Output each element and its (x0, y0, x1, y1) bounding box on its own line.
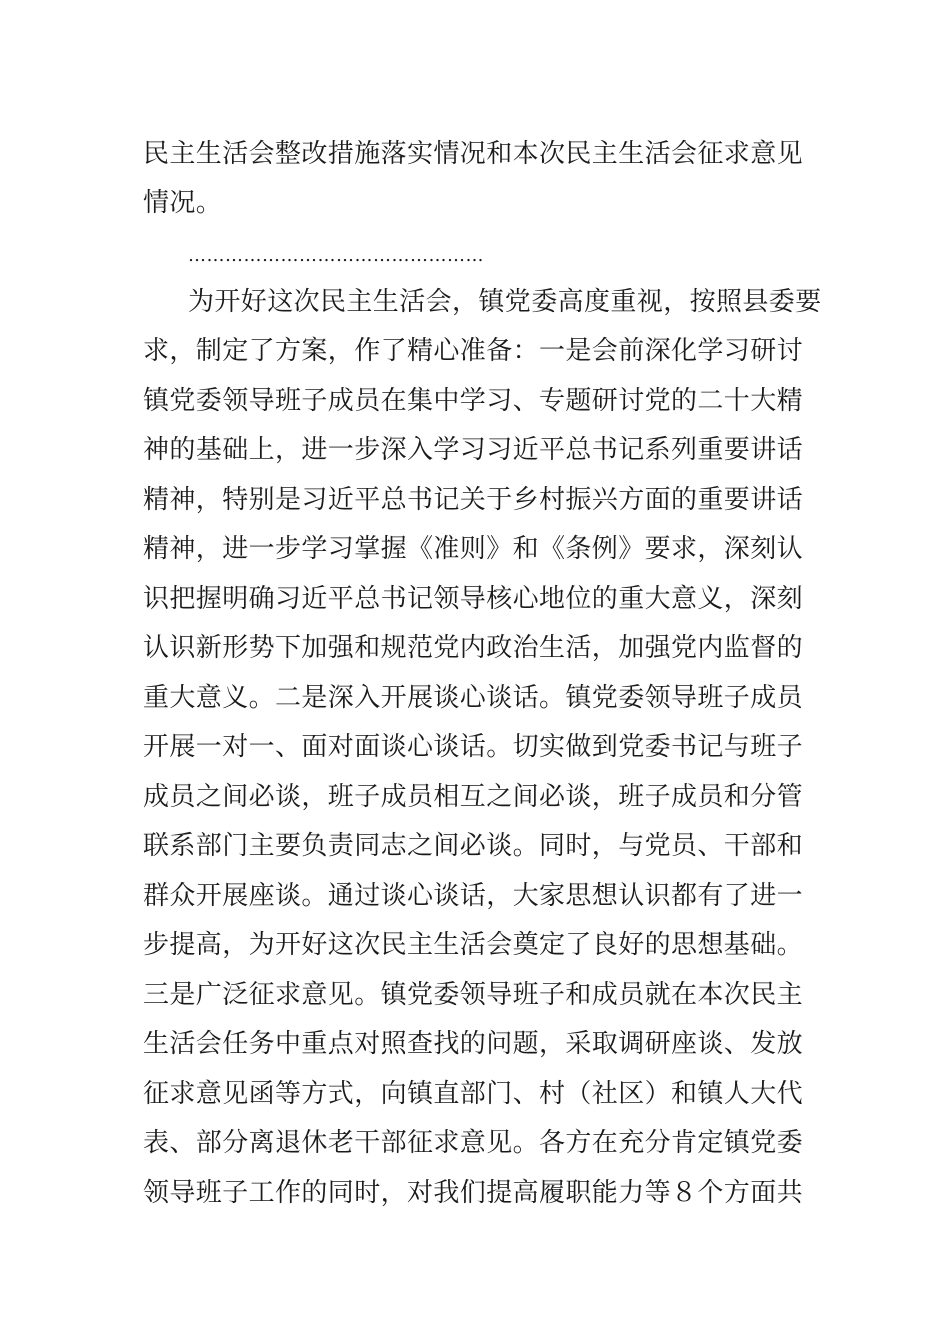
text-line: 认识新形势下加强和规范党内政治生活，加强党内监督的 (143, 633, 804, 663)
text-line: 领导班子工作的同时，对我们提高履职能力等８个方面共 (143, 1178, 804, 1208)
text-line: 群众开展座谈。通过谈心谈话，大家思想认识都有了进一 (143, 881, 804, 911)
text-line: 重大意义。二是深入开展谈心谈话。镇党委领导班子成员 (143, 683, 804, 713)
text-line: 生活会任务中重点对照查找的问题，采取调研座谈、发放 (143, 1029, 804, 1059)
text-line: 精神，进一步学习掌握《准则》和《条例》要求，深刻认 (143, 534, 804, 564)
text-line: 成员之间必谈，班子成员相互之间必谈，班子成员和分管 (143, 782, 804, 812)
text-line: 表、部分离退休老干部征求意见。各方在充分肯定镇党委 (143, 1128, 804, 1158)
text-line: 求，制定了方案，作了精心准备：一是会前深化学习研讨 (143, 336, 804, 366)
text-line: 情况。 (143, 188, 223, 218)
text-line: 开展一对一、面对面谈心谈话。切实做到党委书记与班子 (143, 732, 804, 762)
ellipsis-line: ………………………………………… (188, 245, 484, 266)
text-line: 步提高，为开好这次民主生活会奠定了良好的思想基础。 (143, 930, 804, 960)
text-line: 民主生活会整改措施落实情况和本次民主生活会征求意见 (143, 139, 804, 169)
text-line: 为开好这次民主生活会，镇党委高度重视，按照县委要 (188, 287, 822, 317)
text-line: 征求意见函等方式，向镇直部门、村（社区）和镇人大代 (143, 1079, 804, 1109)
text-line: 联系部门主要负责同志之间必谈。同时，与党员、干部和 (143, 831, 804, 861)
text-line: 识把握明确习近平总书记领导核心地位的重大意义，深刻 (143, 584, 804, 614)
text-line: 精神，特别是习近平总书记关于乡村振兴方面的重要讲话 (143, 485, 804, 515)
text-line: 神的基础上，进一步深入学习习近平总书记系列重要讲话 (143, 435, 804, 465)
text-line: 三是广泛征求意见。镇党委领导班子和成员就在本次民主 (143, 980, 804, 1010)
text-line: 镇党委领导班子成员在集中学习、专题研讨党的二十大精 (143, 386, 804, 416)
